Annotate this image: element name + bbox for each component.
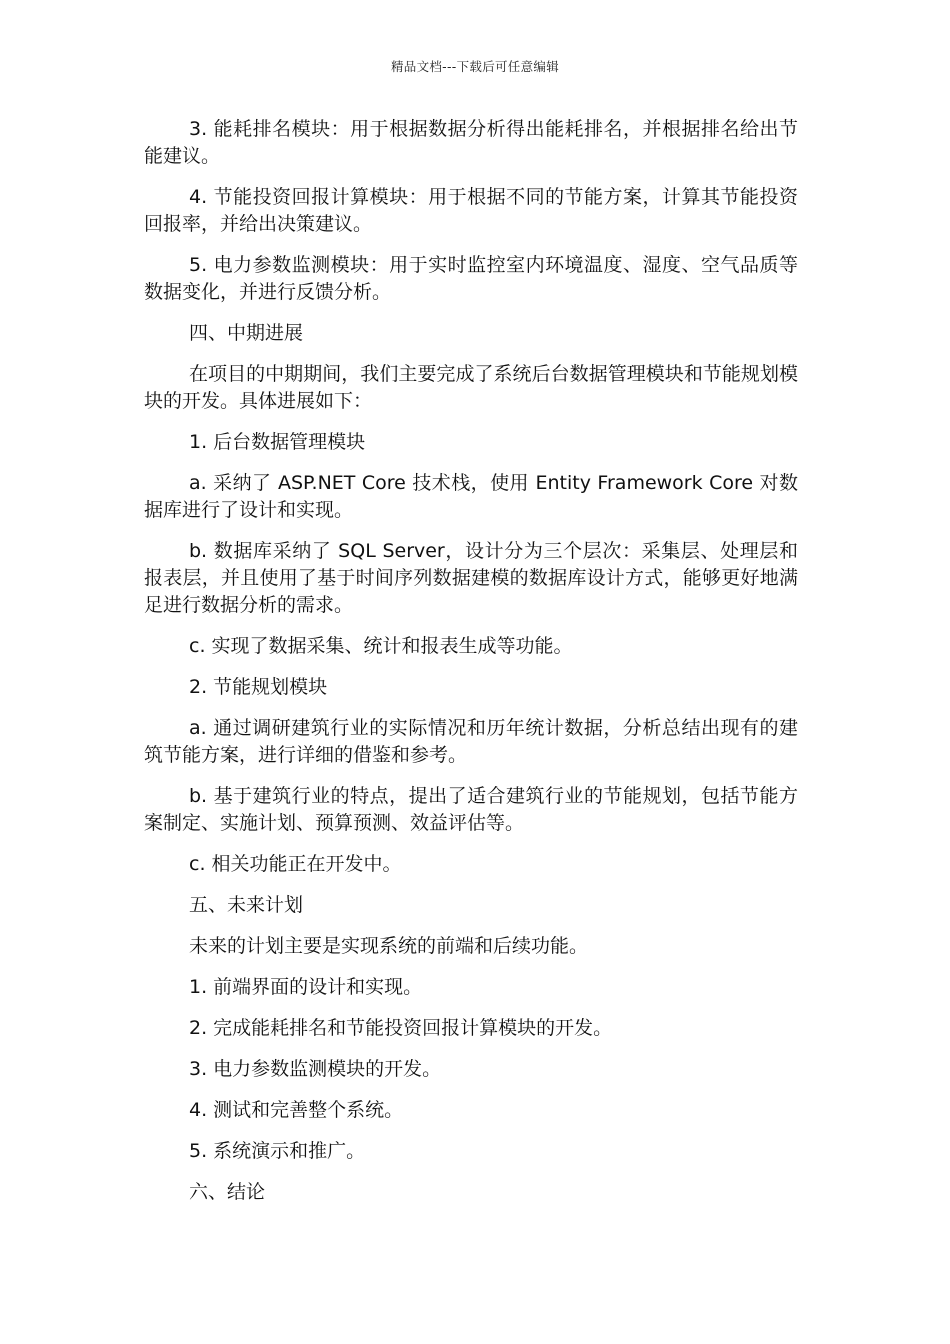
module-item-energy-ranking: 3. 能耗排名模块：用于根据数据分析得出能耗排名，并根据排名给出节能建议。 bbox=[144, 118, 798, 167]
subheading-backend-data-module: 1. 后台数据管理模块 bbox=[189, 431, 366, 453]
planning-item-a: a. 通过调研建筑行业的实际情况和历年统计数据，分析总结出现有的建筑节能方案，进行详细的借鉴和参考。 bbox=[144, 717, 798, 766]
midterm-intro-paragraph: 在项目的中期期间，我们主要完成了系统后台数据管理模块和节能规划模块的开发。具体进展如下： bbox=[144, 363, 798, 412]
future-item-4: 4. 测试和完善整个系统。 bbox=[189, 1099, 404, 1121]
section-heading-midterm-progress: 四、中期进展 bbox=[189, 322, 304, 344]
module-item-power-monitoring: 5. 电力参数监测模块：用于实时监控室内环境温度、湿度、空气品质等数据变化，并进行反馈分析。 bbox=[144, 254, 798, 303]
section-heading-conclusion: 六、结论 bbox=[189, 1181, 266, 1203]
module-item-investment-return: 4. 节能投资回报计算模块：用于根据不同的节能方案，计算其节能投资回报率，并给出决策建议。 bbox=[144, 186, 798, 235]
future-item-3: 3. 电力参数监测模块的开发。 bbox=[189, 1058, 442, 1080]
backend-item-a: a. 采纳了 ASP.NET Core 技术栈，使用 Entity Framework Core 对数据库进行了设计和实现。 bbox=[144, 472, 798, 521]
planning-item-b: b. 基于建筑行业的特点，提出了适合建筑行业的节能规划，包括节能方案制定、实施计划、预算预测、效益评估等。 bbox=[144, 785, 798, 834]
document-body bbox=[144, 116, 798, 1220]
future-item-5: 5. 系统演示和推广。 bbox=[189, 1140, 366, 1162]
section-heading-future-plans: 五、未来计划 bbox=[189, 894, 304, 916]
future-item-1: 1. 前端界面的设计和实现。 bbox=[189, 976, 423, 998]
future-item-2: 2. 完成能耗排名和节能投资回报计算模块的开发。 bbox=[189, 1017, 613, 1039]
backend-item-b: b. 数据库采纳了 SQL Server，设计分为三个层次：采集层、处理层和报表层，并且使用了基于时间序列数据建模的数据库设计方式，能够更好地满足进行数据分析的需求。 bbox=[144, 540, 798, 616]
future-intro-paragraph: 未来的计划主要是实现系统的前端和后续功能。 bbox=[189, 935, 589, 957]
backend-item-c: c. 实现了数据采集、统计和报表生成等功能。 bbox=[189, 635, 573, 657]
planning-item-c: c. 相关功能正在开发中。 bbox=[189, 853, 402, 875]
subheading-energy-planning-module: 2. 节能规划模块 bbox=[189, 676, 328, 698]
page-header: 精品文档---下载后可任意编辑 bbox=[390, 59, 560, 74]
